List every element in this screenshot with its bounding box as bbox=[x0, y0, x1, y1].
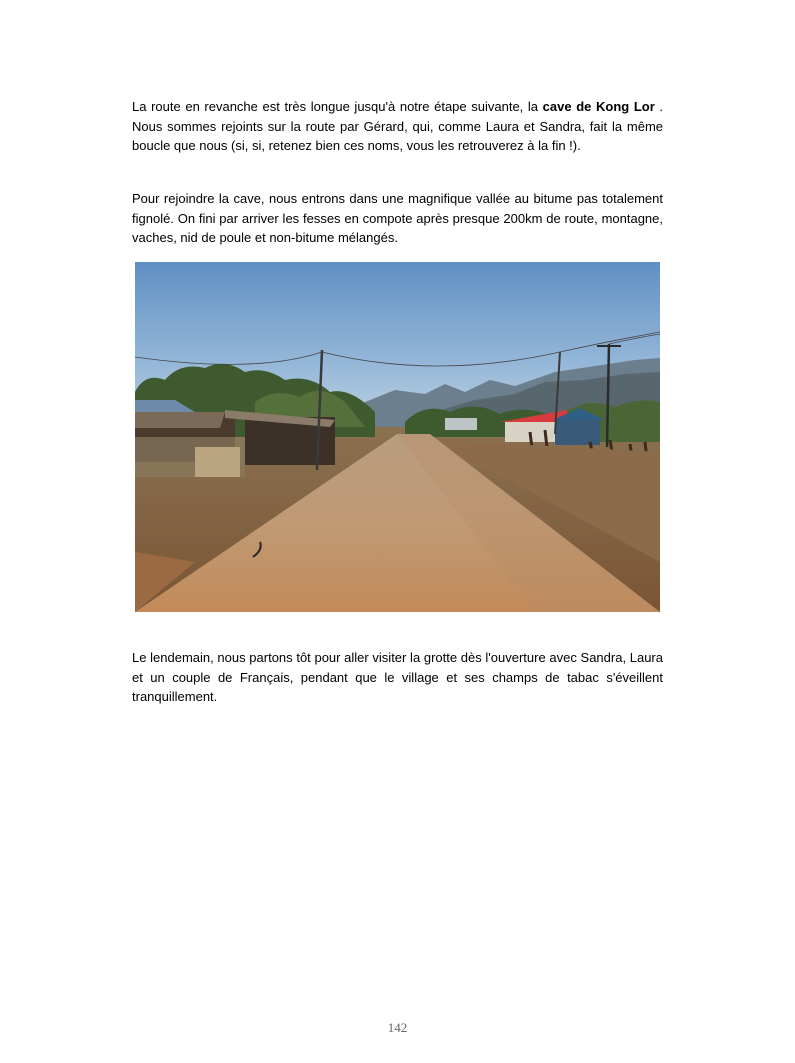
p1-text-before: La route en revanche est très longue jusqu'à notre étape suivante, la bbox=[132, 99, 543, 114]
paragraph-next-day: Le lendemain, nous partons tôt pour aller visiter la grotte dès l'ouverture avec Sandra, Laura et un couple de Français, pendant que le village et ses champs de tabac s'éveillent tranquillement. bbox=[132, 650, 663, 705]
paragraph-valley: Pour rejoindre la cave, nous entrons dans une magnifique vallée au bitume pas totalement fignolé. On fini par arriver les fesses en compote après presque 200km de route, montagne, vaches, nid de poule et non-bitume mélangés. bbox=[132, 191, 663, 246]
road-village-photo bbox=[135, 262, 660, 612]
p1-bold-place-name: cave de Kong Lor bbox=[542, 99, 655, 114]
paragraph-route-to-kong-lor bbox=[132, 97, 663, 156]
page-number: 142 bbox=[387, 1020, 408, 1035]
p1-text-after: . Nous sommes rejoints sur la route par Gérard, qui, comme Laura et Sandra, fait la même boucle que nous (si, si, retenez bien ces noms, vous les retrouverez à la fin !). bbox=[132, 99, 663, 154]
